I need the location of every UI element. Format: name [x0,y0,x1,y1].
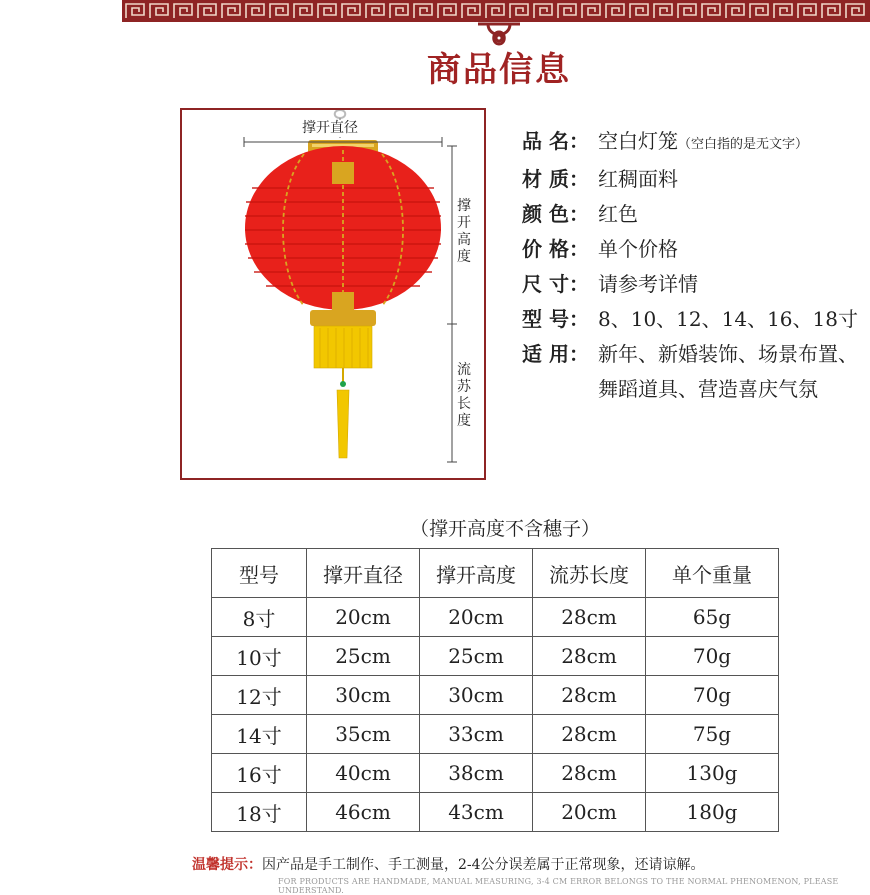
table-cell: 20cm [420,598,533,637]
info-key: 尺 寸： [522,272,589,296]
table-cell: 38cm [420,754,533,793]
table-cell: 12寸 [212,676,307,715]
warm-tip [192,854,705,874]
table-cell: 43cm [420,793,533,832]
table-cell: 28cm [533,676,646,715]
lantern-illustration [182,110,484,478]
table-row [212,793,779,832]
info-value: 空白灯笼 [598,129,678,153]
info-value: 红色 [598,202,638,226]
table-cell: 8寸 [212,598,307,637]
table-cell: 35cm [307,715,420,754]
table-row [212,715,779,754]
product-photo-frame [180,108,486,480]
table-cell: 20cm [307,598,420,637]
table-cell: 65g [646,598,779,637]
column-header: 单个重量 [646,549,779,598]
info-key: 颜 色： [522,202,589,226]
table-cell: 28cm [533,598,646,637]
column-header: 撑开高度 [420,549,533,598]
info-row-name [522,124,862,162]
info-key: 型 号： [522,307,589,331]
info-row-color [522,197,862,232]
info-key: 材 质： [522,167,589,191]
table-caption: （撑开高度不含穗子） [409,518,600,540]
info-key: 价 格： [522,237,589,261]
table-cell: 75g [646,715,779,754]
column-header: 型号 [212,549,307,598]
info-row-usage [522,337,862,407]
table-cell: 28cm [533,637,646,676]
table-cell: 30cm [307,676,420,715]
table-cell: 25cm [307,637,420,676]
info-value: 红稠面料 [598,167,678,191]
table-row [212,754,779,793]
table-row [212,637,779,676]
info-row-price [522,232,862,267]
table-cell: 46cm [307,793,420,832]
table-cell: 30cm [420,676,533,715]
table-cell: 70g [646,637,779,676]
table-cell: 25cm [420,637,533,676]
table-cell: 180g [646,793,779,832]
table-row [212,676,779,715]
table-cell: 14寸 [212,715,307,754]
info-key: 品 名： [522,129,589,153]
tip-text: 因产品是手工制作、手工测量，2-4公分误差属于正常现象，还请谅解。 [262,857,705,873]
tip-label: 温馨提示： [192,857,262,873]
diameter-label: 撑开直径 [302,120,358,136]
spec-table [211,548,779,832]
table-cell: 33cm [420,715,533,754]
info-row-model [522,302,862,337]
info-value: 请参考详情 [598,272,698,296]
column-header: 撑开直径 [307,549,420,598]
table-cell: 20cm [533,793,646,832]
table-cell: 40cm [307,754,420,793]
info-row-size [522,267,862,302]
table-header-row [212,549,779,598]
info-value: 单个价格 [598,237,678,261]
column-header: 流苏长度 [533,549,646,598]
table-cell: 130g [646,754,779,793]
info-value: 8、10、12、14、16、18寸 [598,307,858,331]
product-info-list [522,124,862,407]
tip-english: FOR PRODUCTS ARE HANDMADE, MANUAL MEASURING, 3-4 CM ERROR BELONGS TO THE NORMAL PHENOMENON, PLEASE UNDERSTAND. [278,877,839,895]
info-note: （空白指的是无文字） [678,137,809,152]
info-key: 适 用： [522,342,589,366]
table-cell: 28cm [533,715,646,754]
table-cell: 16寸 [212,754,307,793]
table-cell: 10寸 [212,637,307,676]
tassel-length-label: 流苏长度 [457,362,471,429]
height-label: 撑开高度 [457,198,471,265]
table-cell: 28cm [533,754,646,793]
table-cell: 18寸 [212,793,307,832]
info-row-material [522,162,862,197]
info-value: 新年、新婚装饰、场景布置、舞蹈道具、营造喜庆气氛 [598,342,858,401]
table-cell: 70g [646,676,779,715]
table-row [212,598,779,637]
page-title: 商品信息 [427,50,571,90]
